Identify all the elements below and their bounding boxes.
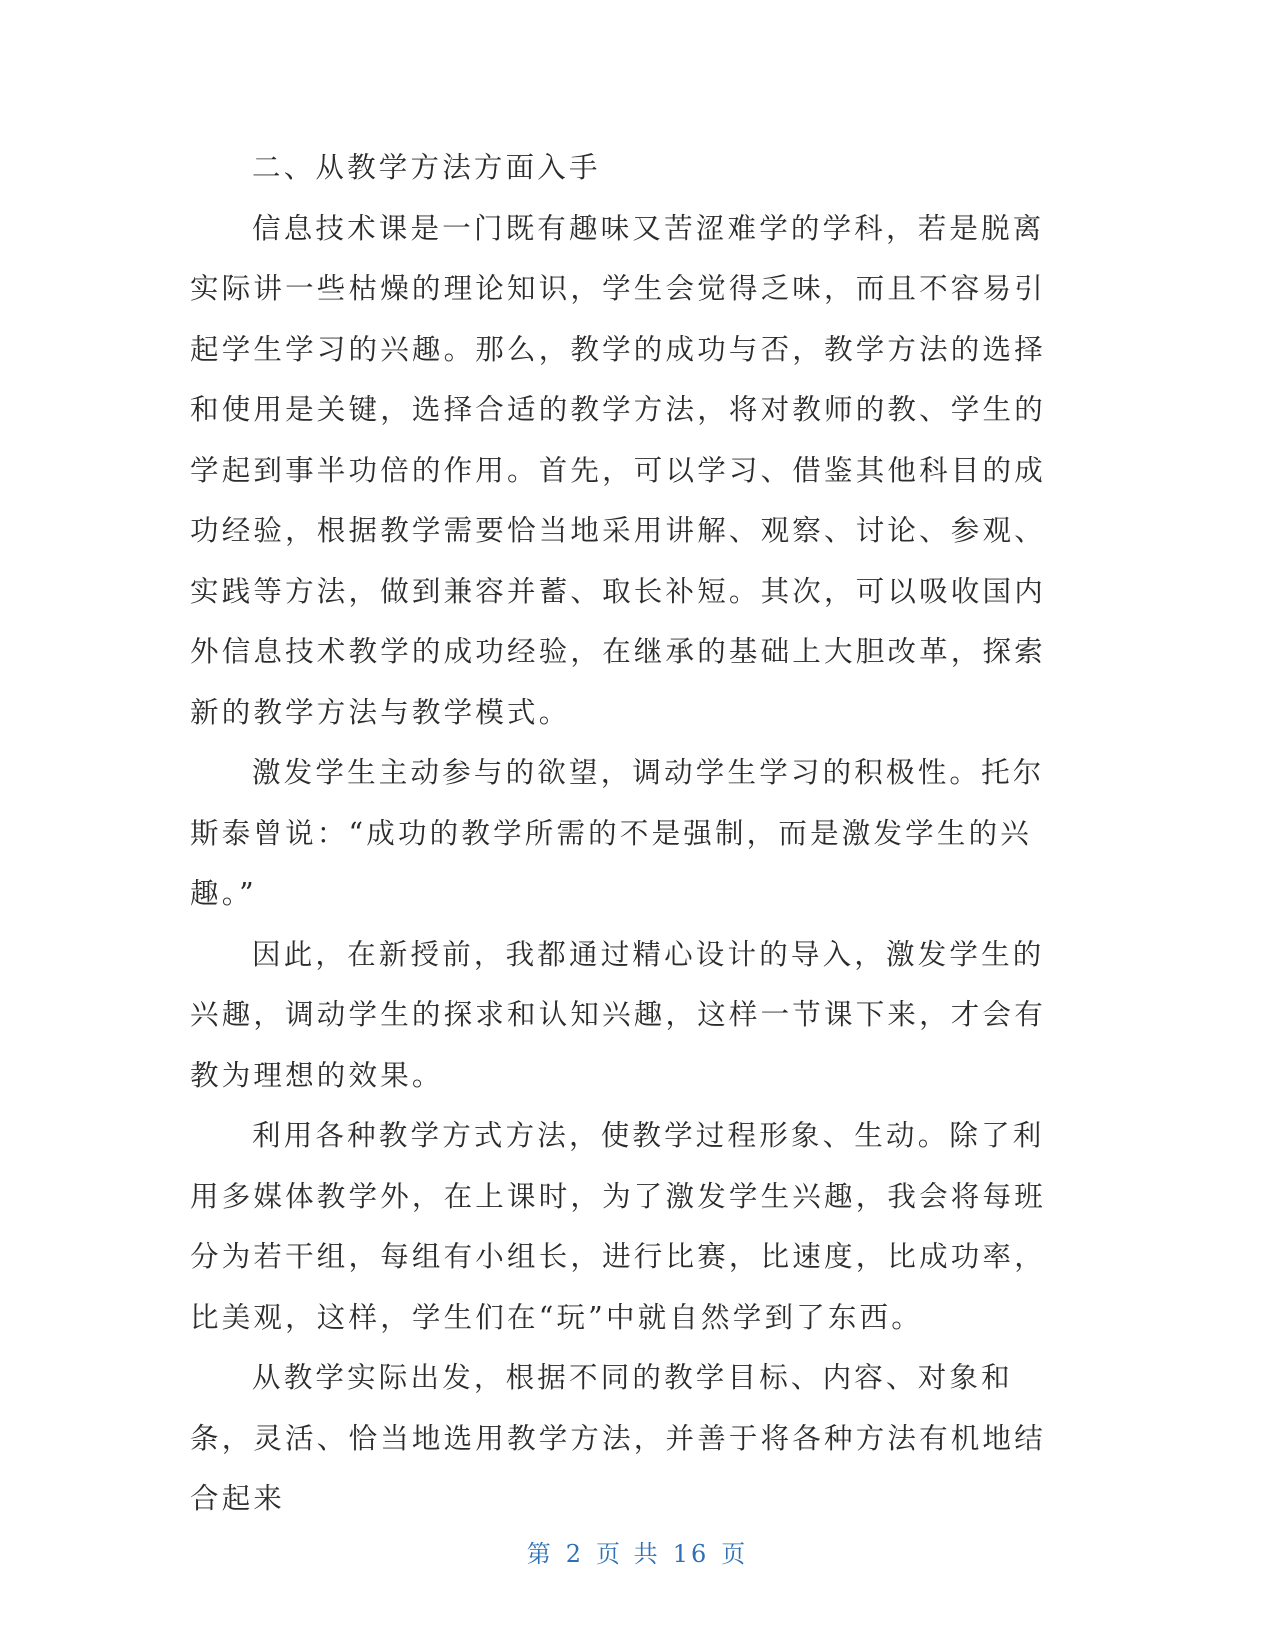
paragraph-2: 激发学生主动参与的欲望，调动学生学习的积极性。托尔斯泰曾说：“成功的教学所需的不是强制，而是激发学生的兴趣。” (190, 756, 1045, 910)
document-body (190, 138, 1058, 1530)
footer-suffix: 页 (721, 1540, 749, 1568)
footer-middle: 页 共 (596, 1540, 661, 1568)
footer-total-pages: 16 (672, 1540, 710, 1568)
paragraph-1: 信息技术课是一门既有趣味又苦涩难学的学科，若是脱离实际讲一些枯燥的理论知识，学生会觉得乏味，而且不容易引起学生学习的兴趣。那么，教学的成功与否，教学方法的选择和使用是关键，选择合适的教学方法，将对教师的教、学生的学起到事半功倍的作用。首先，可以学习、借鉴其他科目的成功经验，根据教学需要恰当地采用讲解、观察、讨论、参观、实践等方法，做到兼容并蓄、取长补短。其次，可以吸收国内外信息技术教学的成功经验，在继承的基础上大胆改革，探索新的教学方法与教学模式。 (190, 211, 1046, 729)
page-footer (0, 1534, 1275, 1569)
section-heading: 二、从教学方法方面入手 (252, 151, 601, 184)
paragraph-5: 从教学实际出发，根据不同的教学目标、内容、对象和条，灵活、恰当地选用教学方法，并善于将各种方法有机地结合起来 (190, 1361, 1046, 1515)
footer-prefix: 第 (526, 1540, 554, 1568)
paragraph-3: 因此，在新授前，我都通过精心设计的导入，激发学生的兴趣，调动学生的探求和认知兴趣，这样一节课下来，才会有教为理想的效果。 (190, 937, 1046, 1092)
paragraph-4: 利用各种教学方式方法，使教学过程形象、生动。除了利用多媒体教学外，在上课时，为了激发学生兴趣，我会将每班分为若干组，每组有小组长，进行比赛，比速度，比成功率，比美观，这样，学生们在“玩”中就自然学到了东西。 (190, 1119, 1046, 1334)
footer-current-page: 2 (565, 1540, 585, 1568)
